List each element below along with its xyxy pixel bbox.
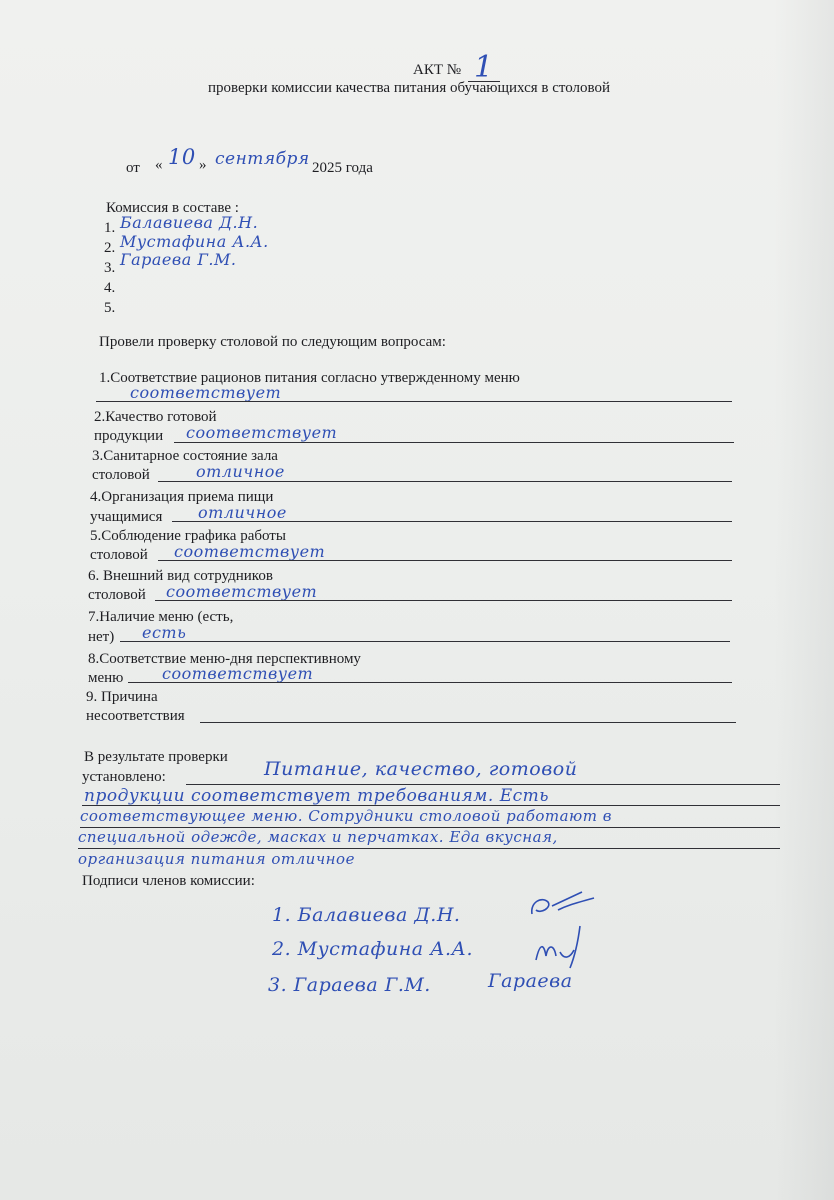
- question-5-answer: соответствует: [174, 542, 326, 561]
- question-7-sub: нет): [88, 629, 115, 645]
- signature-3-mark: Гараева: [488, 970, 573, 992]
- result-text-line-4: специальной одежде, масках и перчатках. Еда вкусная,: [78, 828, 558, 846]
- question-1-line: [96, 401, 732, 402]
- result-label-line1: В результате проверки: [84, 749, 228, 765]
- question-9-sub: несоответствия: [86, 708, 185, 724]
- result-text-line-3: соответствующее меню. Сотрудники столовой работают в: [80, 807, 612, 825]
- question-7-answer: есть: [142, 623, 187, 642]
- question-8-label: 8.Соответствие меню-дня перспективному: [88, 651, 361, 667]
- question-3-answer: отличное: [196, 462, 285, 481]
- question-4-line: [172, 521, 732, 522]
- result-text-line-1: Питание, качество, готовой: [264, 758, 578, 780]
- date-day: 10: [168, 145, 196, 169]
- member-3-name: Гараева Г.М.: [120, 250, 237, 269]
- date-open-quote: «: [155, 157, 163, 173]
- result-line-4: [78, 848, 780, 849]
- member-4-num: 4.: [104, 280, 116, 296]
- date-prefix: от: [126, 160, 140, 176]
- date-close-quote: »: [199, 157, 207, 173]
- question-2-answer: соответствует: [186, 423, 338, 442]
- question-1-answer: соответствует: [130, 383, 282, 402]
- question-8-line: [128, 682, 732, 683]
- act-number: 1: [474, 50, 494, 85]
- question-6-label: 6. Внешний вид сотрудников: [88, 568, 273, 584]
- act-label: АКТ №: [413, 62, 462, 78]
- question-2-label: 2.Качество готовой: [94, 409, 217, 425]
- result-text-line-2: продукции соответствует требованиям. Есть: [84, 786, 549, 806]
- question-9-line: [200, 722, 736, 723]
- result-label-line2: установлено:: [82, 769, 166, 785]
- question-8-answer: соответствует: [162, 664, 314, 683]
- member-5-num: 5.: [104, 300, 116, 316]
- signature-1-name: 1. Балавиева Д.Н.: [272, 904, 461, 926]
- signatures-label: Подписи членов комиссии:: [82, 873, 255, 889]
- question-3-sub: столовой: [92, 467, 150, 483]
- question-1-label: 1.Соответствие рационов питания согласно утвержденному меню: [99, 370, 520, 386]
- signature-2-name: 2. Мустафина А.А.: [272, 938, 473, 960]
- signature-3-name: 3. Гараева Г.М.: [268, 974, 431, 996]
- question-4-answer: отличное: [198, 503, 287, 522]
- question-4-sub: учащимися: [90, 509, 163, 525]
- question-7-label: 7.Наличие меню (есть,: [88, 609, 234, 625]
- member-2-num: 2.: [104, 240, 116, 256]
- member-3-num: 3.: [104, 260, 116, 276]
- question-2-line: [174, 442, 734, 443]
- question-5-line: [158, 560, 732, 561]
- question-5-sub: столовой: [90, 547, 148, 563]
- question-3-label: 3.Санитарное состояние зала: [92, 448, 278, 464]
- signature-1-mark: [522, 884, 602, 924]
- question-4-label: 4.Организация приема пищи: [90, 489, 274, 505]
- question-3-line: [158, 481, 732, 482]
- result-line-2: [82, 805, 780, 806]
- question-6-answer: соответствует: [166, 582, 318, 601]
- question-2-sub: продукции: [94, 428, 164, 444]
- date-month: сентября: [215, 149, 310, 169]
- commission-label: Комиссия в составе :: [106, 200, 239, 216]
- signature-2-mark: [530, 922, 600, 972]
- act-subtitle: проверки комиссии качества питания обучающихся в столовой: [208, 80, 611, 96]
- member-1-num: 1.: [104, 220, 116, 236]
- result-text-line-5: организация питания отличное: [78, 850, 355, 868]
- question-6-sub: столовой: [88, 587, 146, 603]
- result-line-1: [186, 784, 780, 785]
- date-year: 2025 года: [312, 160, 373, 176]
- member-1-name: Балавиева Д.Н.: [120, 213, 259, 232]
- page-shadow: [774, 0, 834, 1200]
- question-8-sub: меню: [88, 670, 124, 686]
- question-9-label: 9. Причина: [86, 689, 158, 705]
- question-7-line: [120, 641, 730, 642]
- question-5-label: 5.Соблюдение графика работы: [90, 528, 286, 544]
- intro-text: Провели проверку столовой по следующим вопросам:: [99, 334, 446, 350]
- member-2-name: Мустафина А.А.: [120, 232, 269, 251]
- question-6-line: [155, 600, 732, 601]
